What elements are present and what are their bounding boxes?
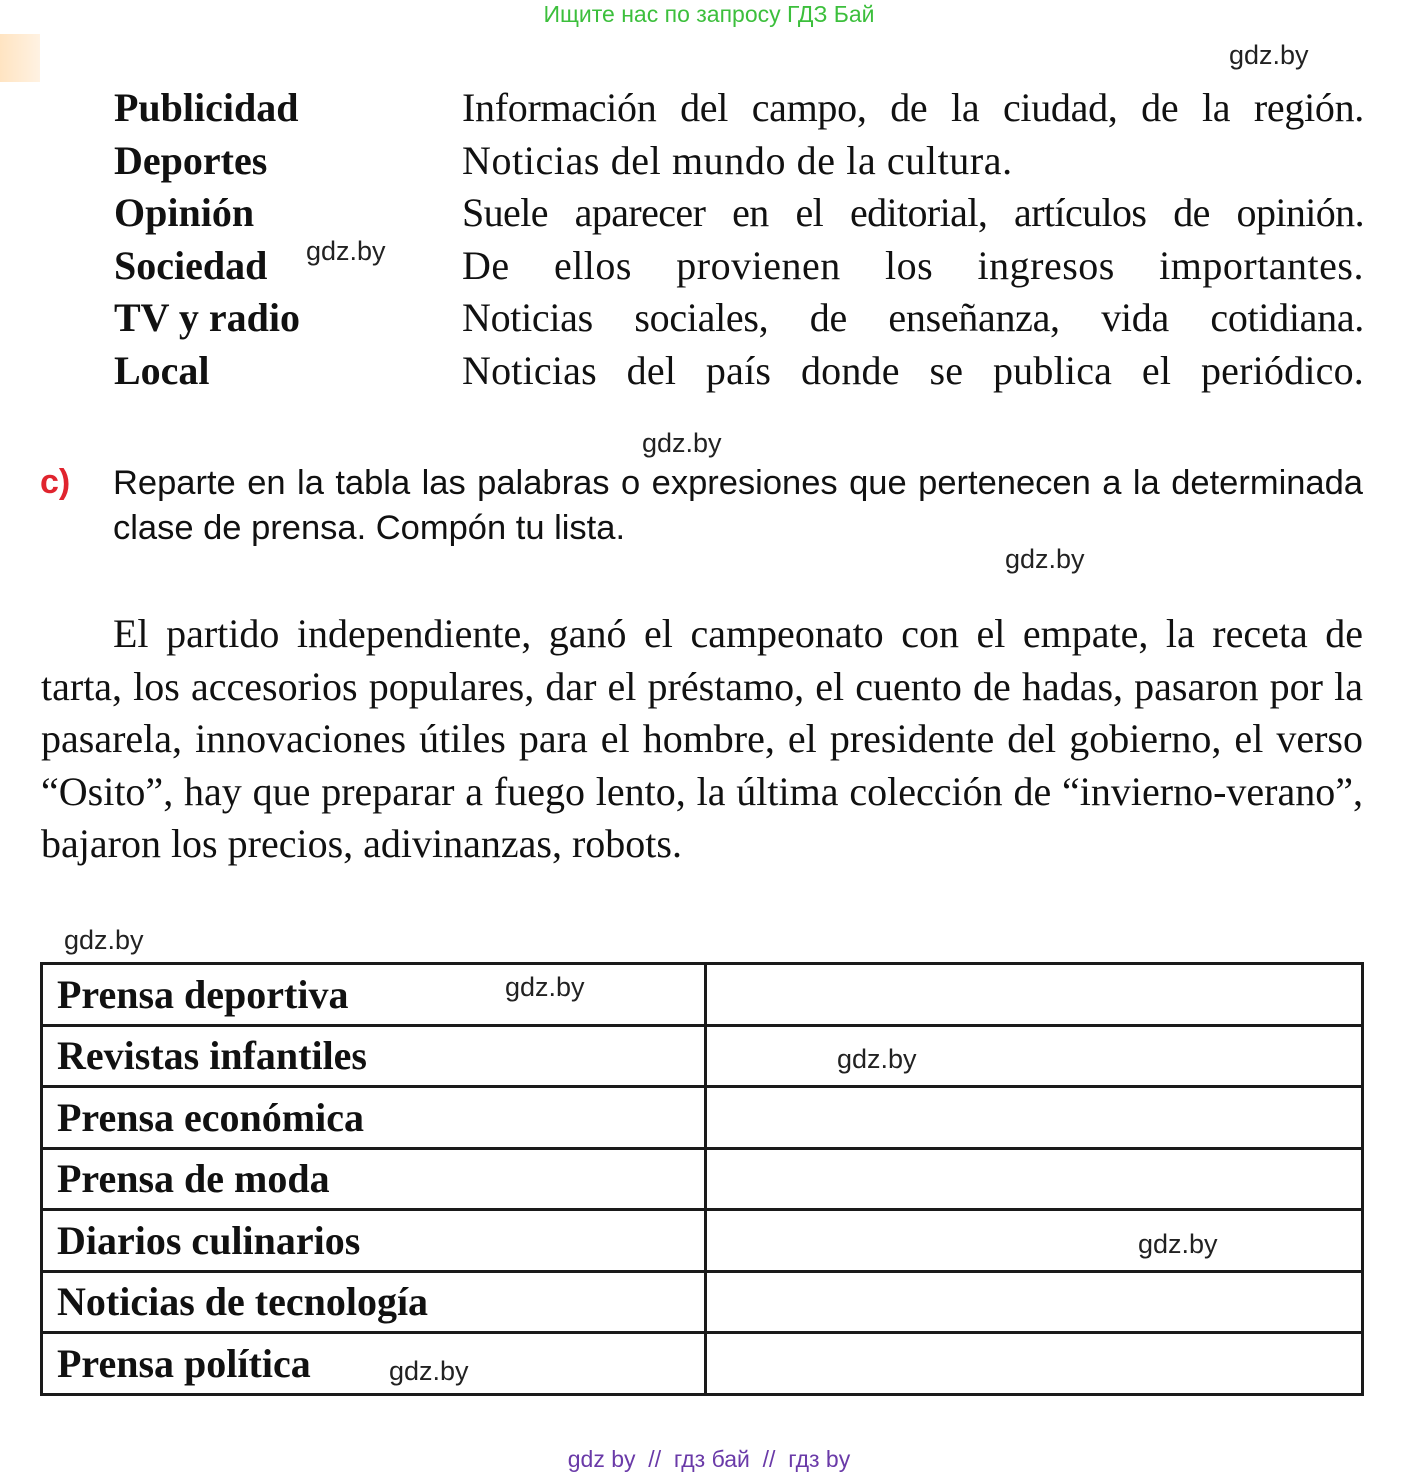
category-cell: Noticias de tecnología [42,1271,706,1333]
watermark: gdz.by [64,925,144,955]
term-row [114,187,1364,240]
term-name: Sociedad [114,242,268,288]
term-definition: Noticias sociales, de enseñanza, vida cotidiana. [462,295,1364,341]
term-name: Deportes [114,137,268,183]
table-row [42,964,1363,1026]
task-instruction: Reparte en la tabla las palabras o expresiones que pertenecen a la determinada clase de prensa. Compón tu lista. [113,464,1363,547]
answer-cell[interactable] [706,1025,1363,1087]
term-row [114,135,1364,188]
footer-links[interactable]: gdz by // гдз бай // гдз by [567,1446,851,1472]
term-definition: Información del campo, de la ciudad, de la región. [462,85,1364,130]
term-name: TV y radio [114,295,300,341]
watermark: gdz.by [837,1044,917,1074]
category-cell: Revistas infantiles [42,1025,706,1087]
term-row [114,240,1364,293]
watermark: gdz.by [389,1356,469,1386]
answer-cell[interactable] [706,1210,1363,1272]
term-row [114,345,1364,398]
answer-cell[interactable] [706,1148,1363,1210]
press-classification-table [40,962,1364,1396]
word-passage: El partido independiente, ganó el campeonato con el empate, la receta de tarta, los accesorios populares, dar el préstamo, el cuento de hadas, pasaron por la pasarela, innovaciones útiles para el hombre, el presidente del gobierno, el verso “Osito”, hay que preparar a fuego lento, la última colección de “invierno-verano”, bajaron los precios, adivinanzas, robots. [41,611,1363,866]
category-cell: Prensa deportiva [42,964,706,1026]
watermark: gdz.by [505,972,585,1002]
watermark: gdz.by [306,236,386,266]
table-row [42,1025,1363,1087]
term-name: Publicidad [114,85,299,130]
term-definition: Noticias del mundo de la cultura. [462,137,1013,183]
table-row [42,1210,1363,1272]
term-name: Opinión [114,190,255,236]
category-cell: Diarios culinarios [42,1210,706,1272]
section-matching-list [114,82,1364,398]
term-row [114,292,1364,345]
watermark: gdz.by [1138,1229,1218,1259]
category-cell: Prensa económica [42,1087,706,1149]
table-row [42,1271,1363,1333]
term-definition: Suele aparecer en el editorial, artículos de opinión. [462,190,1364,236]
watermark: gdz.by [1229,40,1309,70]
corner-tab [0,34,40,82]
top-banner[interactable]: Ищите нас по запросу ГДЗ Бай [543,1,875,27]
watermark: gdz.by [642,428,722,458]
category-cell: Prensa política [42,1333,706,1395]
category-cell: Prensa de moda [42,1148,706,1210]
watermark: gdz.by [1005,544,1085,574]
answer-cell[interactable] [706,1333,1363,1395]
term-definition: Noticias del país donde se publica el periódico. [462,347,1364,393]
table-row [42,1148,1363,1210]
task-letter: c) [40,463,71,501]
table-row [42,1333,1363,1395]
answer-cell[interactable] [706,964,1363,1026]
term-row [114,82,1364,135]
term-definition: De ellos provienen los ingresos importantes. [462,242,1364,288]
answer-cell[interactable] [706,1271,1363,1333]
term-name: Local [114,347,210,393]
answer-cell[interactable] [706,1087,1363,1149]
table-row [42,1087,1363,1149]
